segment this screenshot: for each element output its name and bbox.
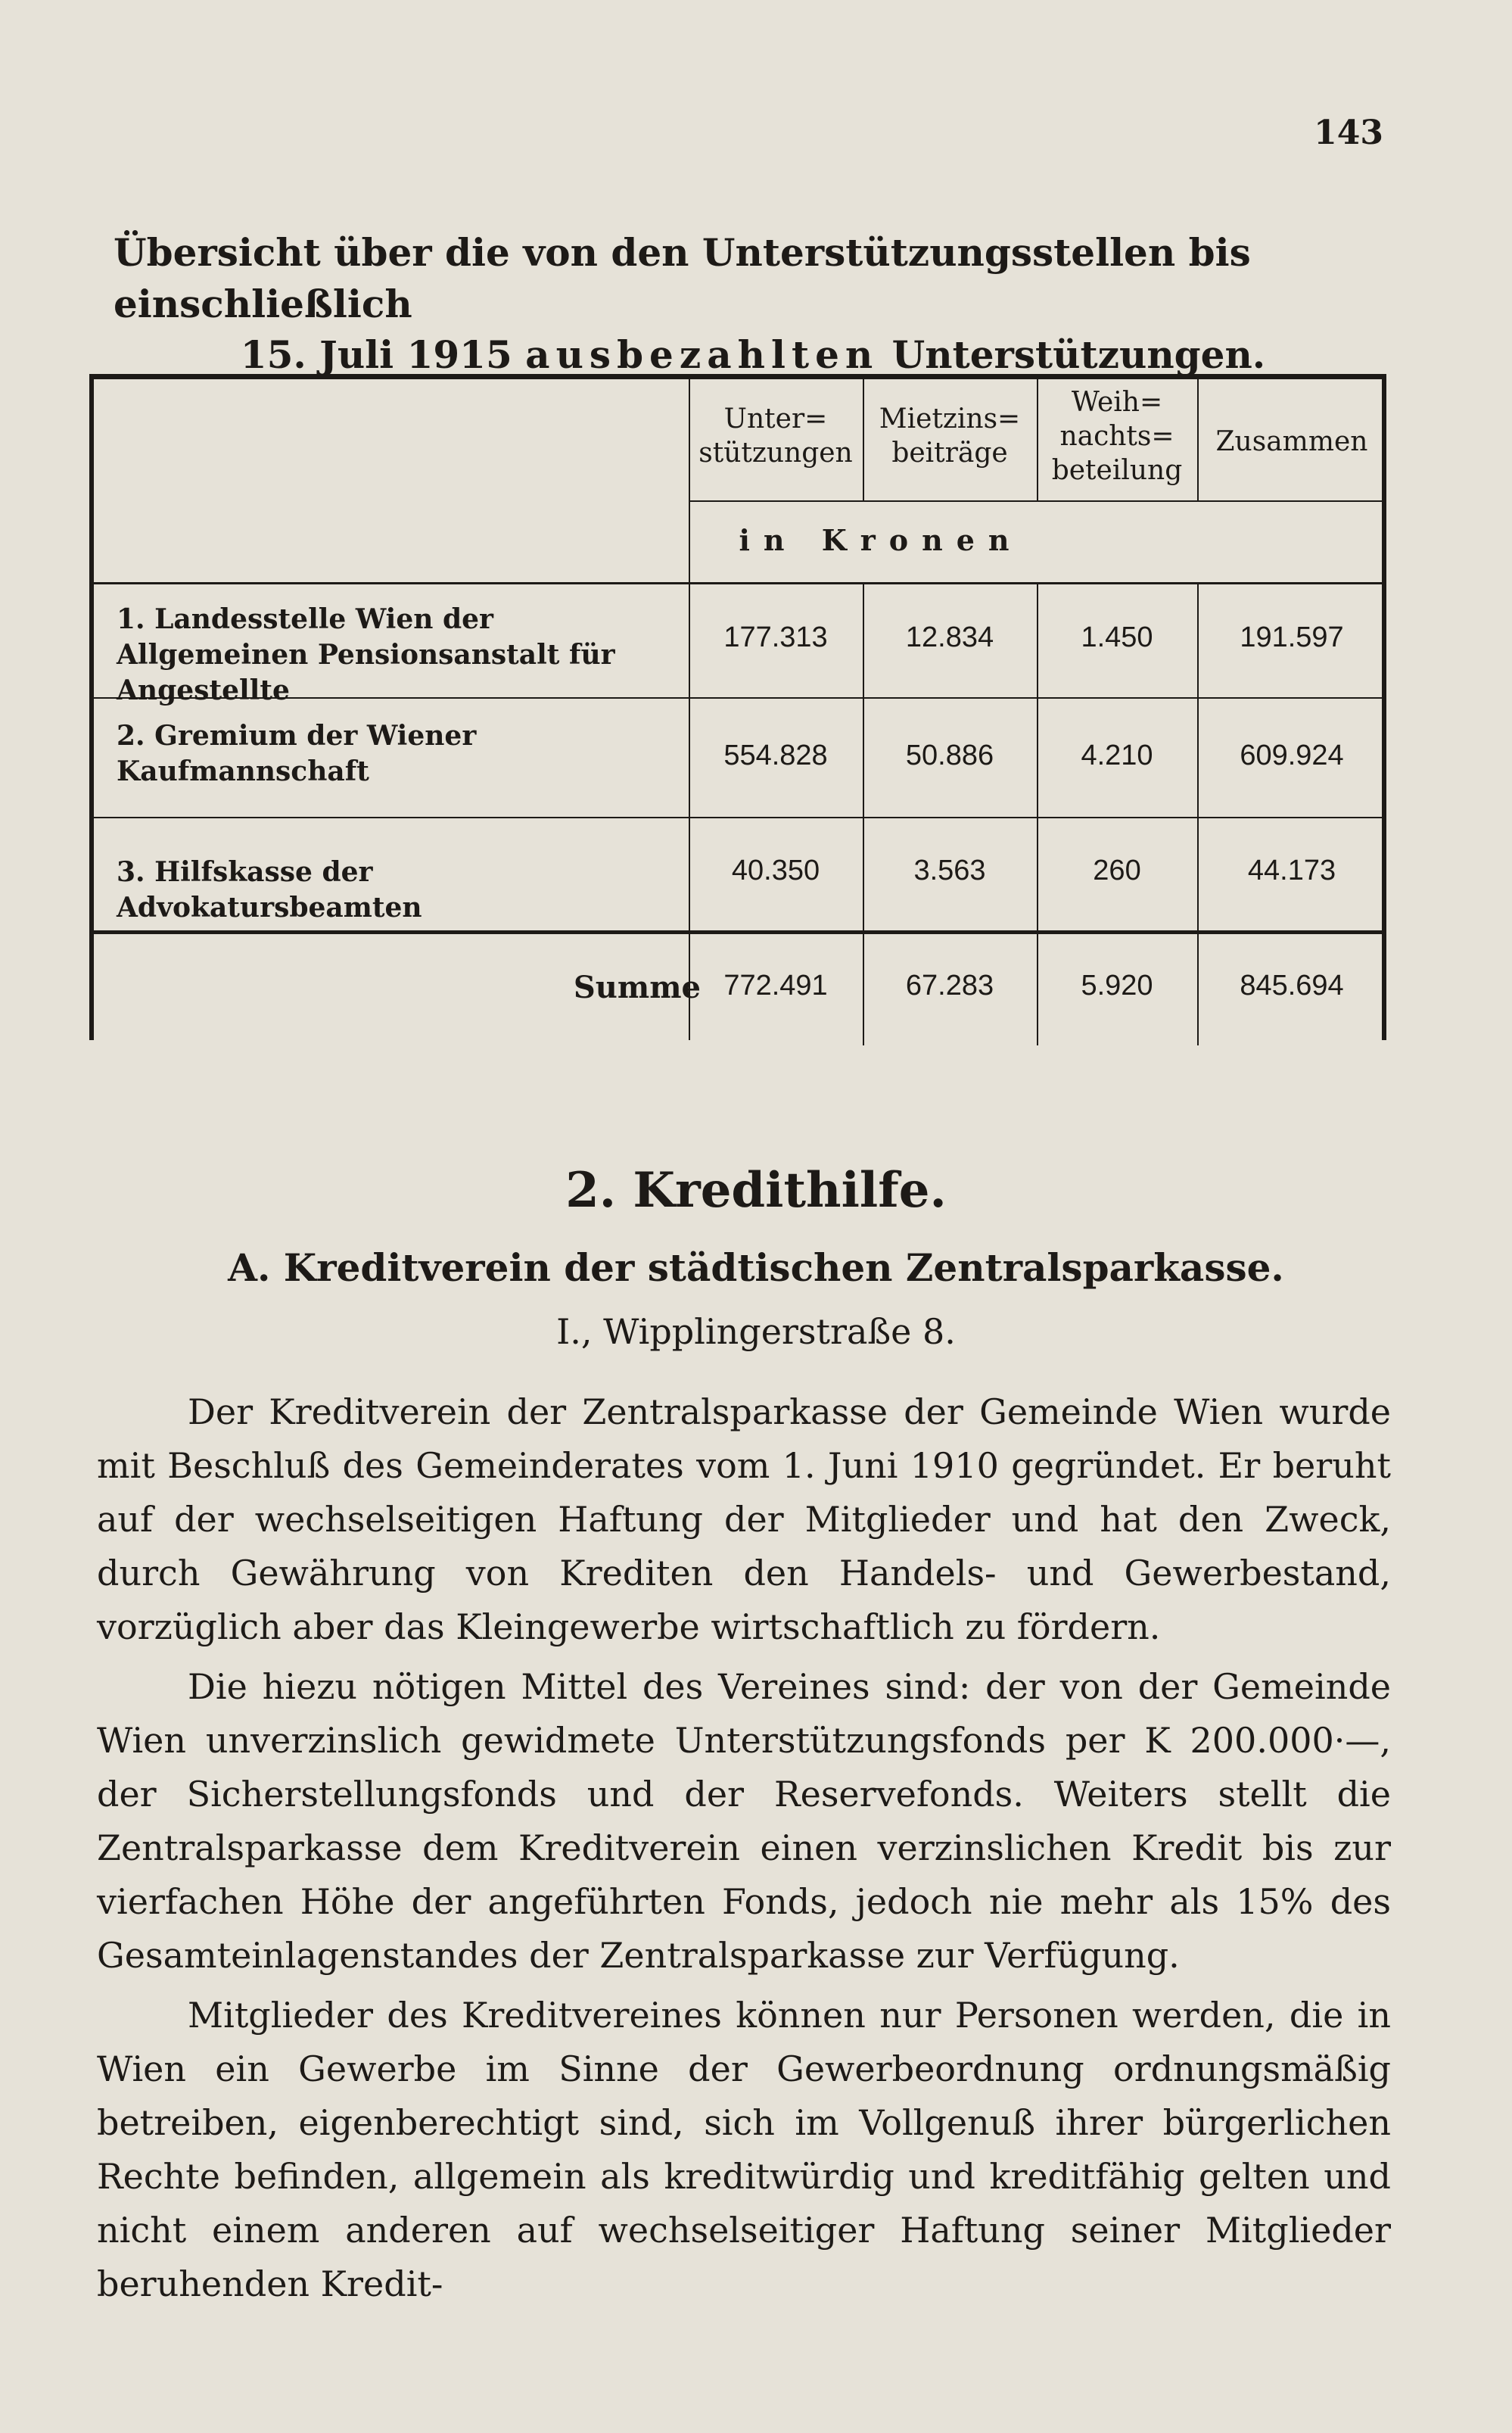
table-rule <box>94 817 1382 818</box>
cell: 554.828 <box>723 740 828 771</box>
heading-spaced-word: ausbezahlten <box>525 332 879 377</box>
cell: 50.886 <box>905 740 994 771</box>
heading-end: Unterstützungen. <box>891 332 1266 377</box>
total-cell: 772.491 <box>723 970 828 1002</box>
cell: 12.834 <box>905 621 994 653</box>
col-header-weihnachten: Weih= nachts= beteilung <box>1051 387 1183 486</box>
paragraph: Die hiezu nötigen Mittel des Vereines sind: der von der Gemeinde Wien unverzinslich gewidmete Unterstützungsfonds per K 200.000·—, der Sicherstellungsfonds und der Reservefonds. Weiters stellt die Zentralsparkasse dem Kreditverein einen verzinslichen Kredit bis zur vierfachen Höhe der angeführten Fonds, jedoch nie mehr als 15% des Gesamteinlagenstandes der Zentralsparkasse zur Verfügung. <box>97 1666 1391 1976</box>
unit-label: in Kronen <box>739 523 1023 557</box>
address: I., Wipplingerstraße 8. <box>556 1311 956 1352</box>
heading-date: 15. Juli 1915 <box>240 332 512 377</box>
row-label-1: 1. Landesstelle Wien der Allgemeinen Pensionsanstalt für Angestellte <box>117 603 615 706</box>
cell: 40.350 <box>731 855 820 886</box>
section-title: 2. Kredithilfe. <box>565 1162 947 1219</box>
support-table <box>89 374 1386 1040</box>
row-label-3: 3. Hilfskasse der Advokatursbeamten <box>117 856 422 924</box>
paragraph: Der Kreditverein der Zentralsparkasse der Gemeinde Wien wurde mit Beschluß des Gemeinderates vom 1. Juni 1910 gegründet. Er beruht auf der wechselseitigen Haftung der Mitglieder und hat den Zweck, durch Gewährung von Krediten den Handels- und Gewerbestand, vorzüglich aber das Kleingewerbe wirtschaftlich zu fördern. <box>97 1391 1391 1647</box>
cell: 3.563 <box>913 855 986 886</box>
total-label: Summe <box>573 970 701 1005</box>
cell: 44.173 <box>1247 855 1336 886</box>
table-rule <box>689 500 1382 502</box>
heading-line-1: Übersicht über die von den Unterstützungsstellen bis einschließlich <box>114 230 1251 326</box>
table-divider <box>689 379 690 1040</box>
col-header-mietzins: Mietzins= beiträge <box>879 403 1021 469</box>
page-number: 143 <box>1314 114 1383 152</box>
cell: 260 <box>1093 855 1141 886</box>
cell: 191.597 <box>1240 621 1344 653</box>
table-heading <box>114 227 1392 381</box>
cell: 1.450 <box>1081 621 1153 653</box>
paragraph: Mitglieder des Kreditvereines können nur Personen werden, die in Wien ein Gewerbe im Sinne der Gewerbeordnung ordnungsmäßig betreiben, eigenberechtigt sind, sich im Vollgenuß ihrer bürgerlichen Rechte befinden, allgemein als kreditwürdig und kreditfähig gelten und nicht einem anderen auf wechselseitiger Haftung seiner Mitglieder beruhenden Kredit- <box>97 1995 1391 2304</box>
col-header-zusammen: Zusammen <box>1215 426 1368 457</box>
table-rule <box>94 582 1382 584</box>
col-header-unterstuetzungen: Unter= stützungen <box>698 403 853 469</box>
body-text <box>97 1385 1391 2311</box>
row-label-2: 2. Gremium der Wiener Kaufmannschaft <box>117 720 477 787</box>
total-cell: 5.920 <box>1081 970 1153 1002</box>
cell: 4.210 <box>1081 740 1153 771</box>
cell: 609.924 <box>1240 740 1344 771</box>
section-subtitle: A. Kreditverein der städtischen Zentralsparkasse. <box>228 1245 1284 1290</box>
total-cell: 67.283 <box>905 970 994 1002</box>
cell: 177.313 <box>723 621 828 653</box>
heading-line-2 <box>114 329 1392 381</box>
total-cell: 845.694 <box>1240 970 1344 1002</box>
table-rule-total <box>94 930 1382 934</box>
